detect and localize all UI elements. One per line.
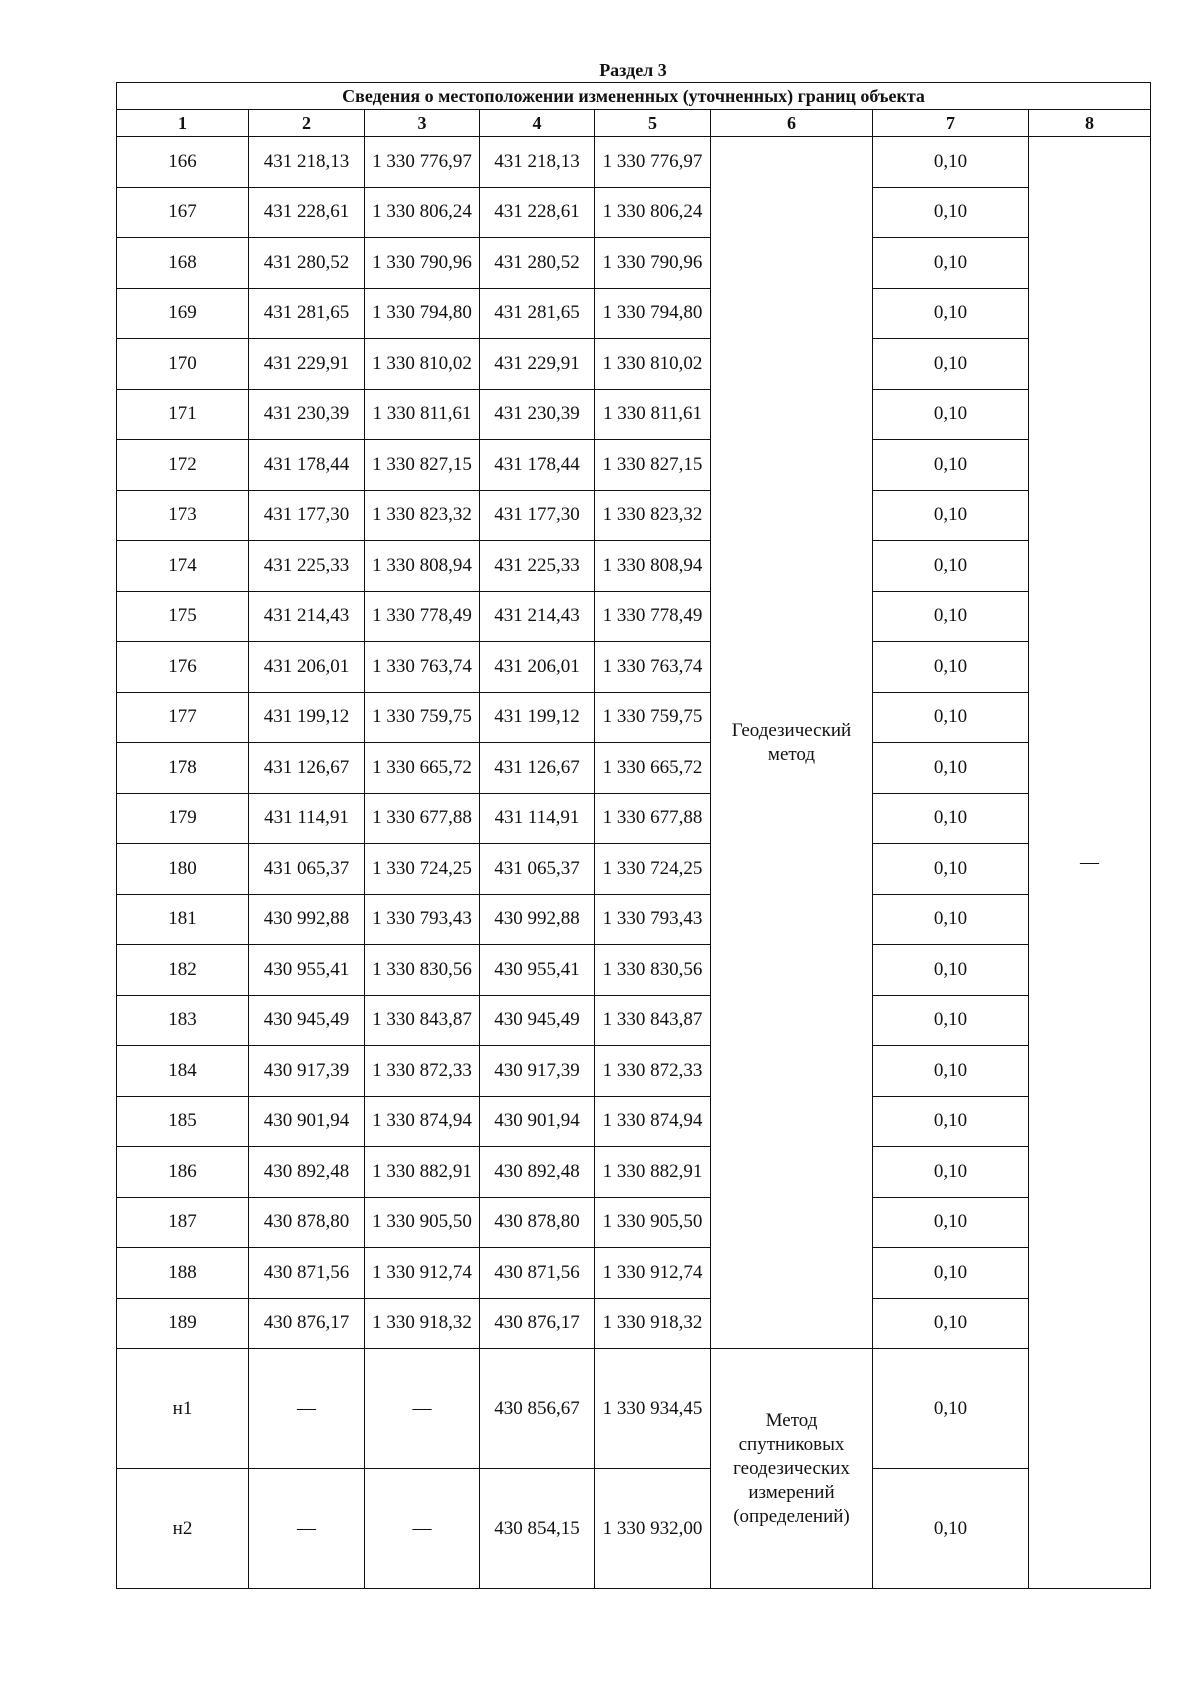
new-x-cell: 431 177,30 bbox=[480, 490, 595, 541]
accuracy-cell: 0,10 bbox=[873, 440, 1029, 491]
table-row bbox=[117, 288, 1151, 339]
accuracy-cell: 0,10 bbox=[873, 137, 1029, 188]
accuracy-cell: 0,10 bbox=[873, 1349, 1029, 1469]
old-y-cell: 1 330 793,43 bbox=[365, 894, 480, 945]
new-y-cell: 1 330 827,15 bbox=[595, 440, 711, 491]
point-number-cell: 172 bbox=[117, 440, 249, 491]
old-y-cell: 1 330 874,94 bbox=[365, 1096, 480, 1147]
table-row bbox=[117, 137, 1151, 188]
point-number-cell: 167 bbox=[117, 187, 249, 238]
point-number-cell: 177 bbox=[117, 692, 249, 743]
column-number: 6 bbox=[711, 110, 873, 137]
table-row bbox=[117, 541, 1151, 592]
point-number-cell: 174 bbox=[117, 541, 249, 592]
old-y-cell: 1 330 811,61 bbox=[365, 389, 480, 440]
new-y-cell: 1 330 677,88 bbox=[595, 793, 711, 844]
table-row bbox=[117, 1298, 1151, 1349]
table-row bbox=[117, 995, 1151, 1046]
old-x-cell: 430 878,80 bbox=[249, 1197, 365, 1248]
table-row bbox=[117, 339, 1151, 390]
old-x-cell: 431 225,33 bbox=[249, 541, 365, 592]
accuracy-cell: 0,10 bbox=[873, 642, 1029, 693]
old-y-cell: 1 330 790,96 bbox=[365, 238, 480, 289]
new-y-cell: 1 330 763,74 bbox=[595, 642, 711, 693]
new-x-cell: 431 126,67 bbox=[480, 743, 595, 794]
new-x-cell: 431 280,52 bbox=[480, 238, 595, 289]
new-x-cell: 431 206,01 bbox=[480, 642, 595, 693]
method-satellite-cell: Метод спутниковых геодезических измерений (определений) bbox=[711, 1349, 873, 1589]
table-row bbox=[117, 591, 1151, 642]
accuracy-cell: 0,10 bbox=[873, 1197, 1029, 1248]
point-number-cell: 170 bbox=[117, 339, 249, 390]
point-number-cell: 189 bbox=[117, 1298, 249, 1349]
new-x-cell: 430 876,17 bbox=[480, 1298, 595, 1349]
accuracy-cell: 0,10 bbox=[873, 288, 1029, 339]
table-row bbox=[117, 945, 1151, 996]
old-x-cell: 431 281,65 bbox=[249, 288, 365, 339]
new-x-cell: 430 955,41 bbox=[480, 945, 595, 996]
new-x-cell: 430 945,49 bbox=[480, 995, 595, 1046]
old-x-cell: 431 229,91 bbox=[249, 339, 365, 390]
new-y-cell: 1 330 778,49 bbox=[595, 591, 711, 642]
old-y-cell: 1 330 882,91 bbox=[365, 1147, 480, 1198]
old-x-cell: — bbox=[249, 1469, 365, 1589]
old-x-cell: 430 917,39 bbox=[249, 1046, 365, 1097]
point-number-cell: 175 bbox=[117, 591, 249, 642]
table-row bbox=[117, 743, 1151, 794]
old-y-cell: 1 330 665,72 bbox=[365, 743, 480, 794]
new-y-cell: 1 330 912,74 bbox=[595, 1248, 711, 1299]
point-number-cell: 166 bbox=[117, 137, 249, 188]
old-y-cell: 1 330 778,49 bbox=[365, 591, 480, 642]
new-x-cell: 431 199,12 bbox=[480, 692, 595, 743]
old-x-cell: — bbox=[249, 1349, 365, 1469]
point-number-cell: 188 bbox=[117, 1248, 249, 1299]
table-row bbox=[117, 1469, 1151, 1589]
new-x-cell: 430 854,15 bbox=[480, 1469, 595, 1589]
old-x-cell: 430 992,88 bbox=[249, 894, 365, 945]
new-y-cell: 1 330 843,87 bbox=[595, 995, 711, 1046]
old-y-cell: 1 330 794,80 bbox=[365, 288, 480, 339]
new-x-cell: 430 878,80 bbox=[480, 1197, 595, 1248]
old-y-cell: 1 330 872,33 bbox=[365, 1046, 480, 1097]
accuracy-cell: 0,10 bbox=[873, 1469, 1029, 1589]
accuracy-cell: 0,10 bbox=[873, 339, 1029, 390]
new-y-cell: 1 330 808,94 bbox=[595, 541, 711, 592]
table-row bbox=[117, 440, 1151, 491]
old-x-cell: 431 230,39 bbox=[249, 389, 365, 440]
new-y-cell: 1 330 794,80 bbox=[595, 288, 711, 339]
point-number-cell: н2 bbox=[117, 1469, 249, 1589]
new-x-cell: 431 178,44 bbox=[480, 440, 595, 491]
accuracy-cell: 0,10 bbox=[873, 389, 1029, 440]
point-number-cell: 186 bbox=[117, 1147, 249, 1198]
accuracy-cell: 0,10 bbox=[873, 793, 1029, 844]
old-y-cell: 1 330 808,94 bbox=[365, 541, 480, 592]
new-y-cell: 1 330 665,72 bbox=[595, 743, 711, 794]
old-x-cell: 431 114,91 bbox=[249, 793, 365, 844]
table-row bbox=[117, 1147, 1151, 1198]
new-y-cell: 1 330 811,61 bbox=[595, 389, 711, 440]
accuracy-cell: 0,10 bbox=[873, 591, 1029, 642]
old-y-cell: 1 330 918,32 bbox=[365, 1298, 480, 1349]
old-x-cell: 430 901,94 bbox=[249, 1096, 365, 1147]
new-y-cell: 1 330 872,33 bbox=[595, 1046, 711, 1097]
new-y-cell: 1 330 934,45 bbox=[595, 1349, 711, 1469]
table-row bbox=[117, 490, 1151, 541]
point-number-cell: 180 bbox=[117, 844, 249, 895]
table-row bbox=[117, 187, 1151, 238]
old-y-cell: 1 330 912,74 bbox=[365, 1248, 480, 1299]
new-x-cell: 431 218,13 bbox=[480, 137, 595, 188]
point-number-cell: 173 bbox=[117, 490, 249, 541]
old-y-cell: 1 330 724,25 bbox=[365, 844, 480, 895]
new-x-cell: 431 065,37 bbox=[480, 844, 595, 895]
accuracy-cell: 0,10 bbox=[873, 945, 1029, 996]
table-row bbox=[117, 238, 1151, 289]
new-y-cell: 1 330 932,00 bbox=[595, 1469, 711, 1589]
accuracy-cell: 0,10 bbox=[873, 1046, 1029, 1097]
table-row bbox=[117, 894, 1151, 945]
new-x-cell: 431 114,91 bbox=[480, 793, 595, 844]
old-y-cell: 1 330 810,02 bbox=[365, 339, 480, 390]
accuracy-cell: 0,10 bbox=[873, 1298, 1029, 1349]
column-number: 7 bbox=[873, 110, 1029, 137]
accuracy-cell: 0,10 bbox=[873, 238, 1029, 289]
accuracy-cell: 0,10 bbox=[873, 692, 1029, 743]
old-x-cell: 430 955,41 bbox=[249, 945, 365, 996]
new-x-cell: 431 229,91 bbox=[480, 339, 595, 390]
new-y-cell: 1 330 823,32 bbox=[595, 490, 711, 541]
point-number-cell: 181 bbox=[117, 894, 249, 945]
new-x-cell: 431 225,33 bbox=[480, 541, 595, 592]
old-x-cell: 431 206,01 bbox=[249, 642, 365, 693]
table-row bbox=[117, 389, 1151, 440]
column-8-cell: — bbox=[1029, 137, 1151, 1589]
table-row bbox=[117, 1248, 1151, 1299]
table-row bbox=[117, 1046, 1151, 1097]
old-y-cell: — bbox=[365, 1469, 480, 1589]
old-x-cell: 431 065,37 bbox=[249, 844, 365, 895]
point-number-cell: 169 bbox=[117, 288, 249, 339]
table-row bbox=[117, 793, 1151, 844]
new-y-cell: 1 330 810,02 bbox=[595, 339, 711, 390]
point-number-cell: 179 bbox=[117, 793, 249, 844]
old-x-cell: 430 945,49 bbox=[249, 995, 365, 1046]
accuracy-cell: 0,10 bbox=[873, 995, 1029, 1046]
accuracy-cell: 0,10 bbox=[873, 187, 1029, 238]
old-y-cell: 1 330 677,88 bbox=[365, 793, 480, 844]
point-number-cell: 182 bbox=[117, 945, 249, 996]
old-x-cell: 431 199,12 bbox=[249, 692, 365, 743]
point-number-cell: 168 bbox=[117, 238, 249, 289]
point-number-cell: 183 bbox=[117, 995, 249, 1046]
new-x-cell: 431 228,61 bbox=[480, 187, 595, 238]
new-x-cell: 431 214,43 bbox=[480, 591, 595, 642]
new-y-cell: 1 330 806,24 bbox=[595, 187, 711, 238]
column-number: 5 bbox=[595, 110, 711, 137]
column-number: 1 bbox=[117, 110, 249, 137]
section-title: Раздел 3 bbox=[599, 60, 667, 80]
new-x-cell: 430 917,39 bbox=[480, 1046, 595, 1097]
point-number-cell: 176 bbox=[117, 642, 249, 693]
old-x-cell: 430 876,17 bbox=[249, 1298, 365, 1349]
accuracy-cell: 0,10 bbox=[873, 1248, 1029, 1299]
table-caption-row bbox=[117, 83, 1151, 110]
accuracy-cell: 0,10 bbox=[873, 743, 1029, 794]
new-y-cell: 1 330 874,94 bbox=[595, 1096, 711, 1147]
table-row bbox=[117, 1096, 1151, 1147]
column-number: 2 bbox=[249, 110, 365, 137]
method-geodetic-cell: Геодезический метод bbox=[711, 137, 873, 1349]
old-x-cell: 431 214,43 bbox=[249, 591, 365, 642]
old-y-cell: 1 330 763,74 bbox=[365, 642, 480, 693]
column-number-row bbox=[117, 110, 1151, 137]
old-y-cell: 1 330 905,50 bbox=[365, 1197, 480, 1248]
new-y-cell: 1 330 776,97 bbox=[595, 137, 711, 188]
table-row bbox=[117, 844, 1151, 895]
old-x-cell: 431 126,67 bbox=[249, 743, 365, 794]
accuracy-cell: 0,10 bbox=[873, 844, 1029, 895]
accuracy-cell: 0,10 bbox=[873, 1096, 1029, 1147]
old-x-cell: 431 178,44 bbox=[249, 440, 365, 491]
point-number-cell: 185 bbox=[117, 1096, 249, 1147]
coordinates-table bbox=[116, 82, 1151, 1589]
old-x-cell: 430 892,48 bbox=[249, 1147, 365, 1198]
new-x-cell: 430 901,94 bbox=[480, 1096, 595, 1147]
table-row bbox=[117, 1349, 1151, 1469]
table-caption: Сведения о местоположении измененных (уточненных) границ объекта bbox=[117, 83, 1151, 110]
new-y-cell: 1 330 759,75 bbox=[595, 692, 711, 743]
old-x-cell: 431 218,13 bbox=[249, 137, 365, 188]
point-number-cell: 171 bbox=[117, 389, 249, 440]
new-y-cell: 1 330 830,56 bbox=[595, 945, 711, 996]
old-x-cell: 430 871,56 bbox=[249, 1248, 365, 1299]
old-y-cell: — bbox=[365, 1349, 480, 1469]
point-number-cell: н1 bbox=[117, 1349, 249, 1469]
new-y-cell: 1 330 724,25 bbox=[595, 844, 711, 895]
new-x-cell: 431 230,39 bbox=[480, 389, 595, 440]
old-y-cell: 1 330 806,24 bbox=[365, 187, 480, 238]
new-y-cell: 1 330 905,50 bbox=[595, 1197, 711, 1248]
table-row bbox=[117, 642, 1151, 693]
new-y-cell: 1 330 918,32 bbox=[595, 1298, 711, 1349]
table-row bbox=[117, 692, 1151, 743]
point-number-cell: 187 bbox=[117, 1197, 249, 1248]
column-number: 3 bbox=[365, 110, 480, 137]
new-x-cell: 430 892,48 bbox=[480, 1147, 595, 1198]
accuracy-cell: 0,10 bbox=[873, 894, 1029, 945]
new-x-cell: 431 281,65 bbox=[480, 288, 595, 339]
old-x-cell: 431 177,30 bbox=[249, 490, 365, 541]
new-x-cell: 430 992,88 bbox=[480, 894, 595, 945]
old-y-cell: 1 330 827,15 bbox=[365, 440, 480, 491]
new-y-cell: 1 330 882,91 bbox=[595, 1147, 711, 1198]
old-y-cell: 1 330 823,32 bbox=[365, 490, 480, 541]
new-y-cell: 1 330 793,43 bbox=[595, 894, 711, 945]
accuracy-cell: 0,10 bbox=[873, 490, 1029, 541]
new-x-cell: 430 871,56 bbox=[480, 1248, 595, 1299]
column-number: 8 bbox=[1029, 110, 1151, 137]
old-y-cell: 1 330 843,87 bbox=[365, 995, 480, 1046]
point-number-cell: 184 bbox=[117, 1046, 249, 1097]
old-y-cell: 1 330 759,75 bbox=[365, 692, 480, 743]
new-x-cell: 430 856,67 bbox=[480, 1349, 595, 1469]
accuracy-cell: 0,10 bbox=[873, 1147, 1029, 1198]
old-y-cell: 1 330 830,56 bbox=[365, 945, 480, 996]
accuracy-cell: 0,10 bbox=[873, 541, 1029, 592]
new-y-cell: 1 330 790,96 bbox=[595, 238, 711, 289]
old-x-cell: 431 280,52 bbox=[249, 238, 365, 289]
column-number: 4 bbox=[480, 110, 595, 137]
point-number-cell: 178 bbox=[117, 743, 249, 794]
table-row bbox=[117, 1197, 1151, 1248]
old-x-cell: 431 228,61 bbox=[249, 187, 365, 238]
old-y-cell: 1 330 776,97 bbox=[365, 137, 480, 188]
